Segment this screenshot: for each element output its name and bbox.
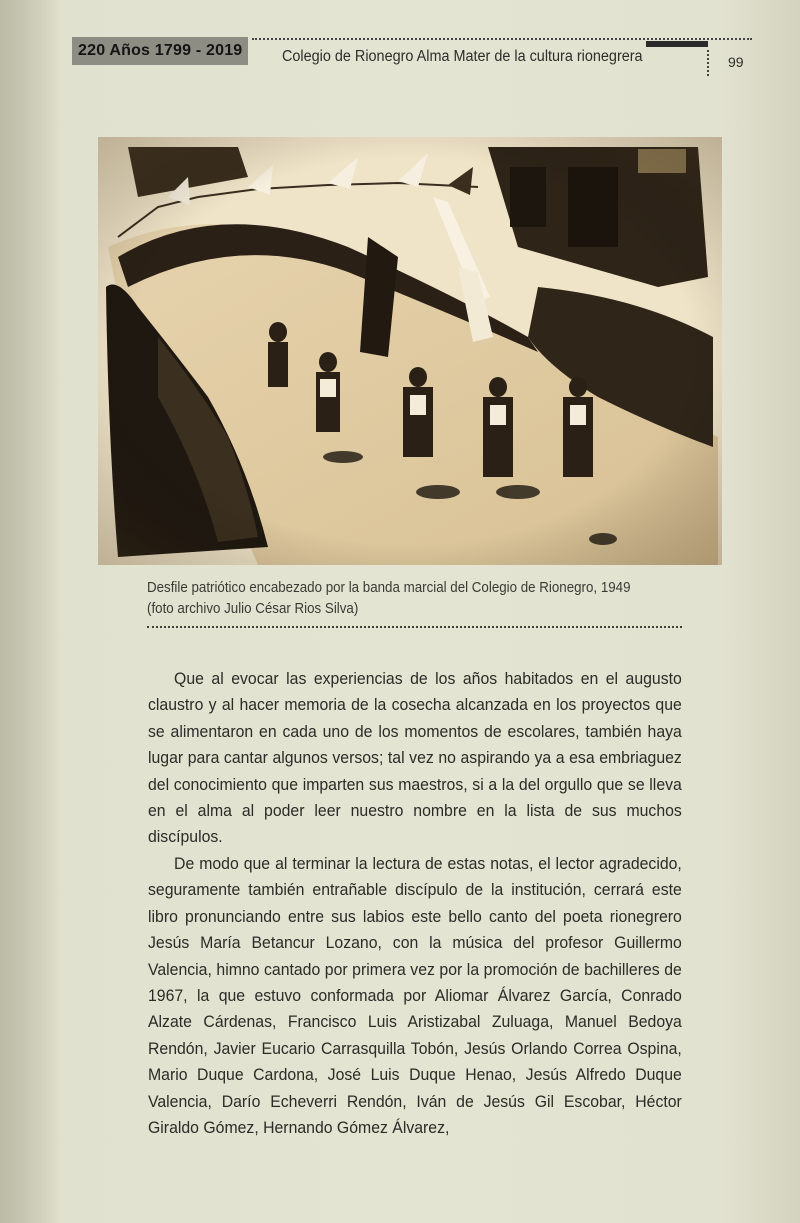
header-title: Colegio de Rionegro Alma Mater de la cultura rionegrera xyxy=(282,48,643,65)
caption-line-2: (foto archivo Julio César Rios Silva) xyxy=(147,601,359,617)
caption-line-1: Desfile patriótico encabezado por la banda marcial del Colegio de Rionegro, 1949 xyxy=(147,580,631,596)
body-paragraph-1: Que al evocar las experiencias de los años habitados en el augusto claustro y al hacer memoria de la cosecha alcanzada en los proyectos que se alimentaron en cada uno de los momentos de escolares, también haya lugar para cantar algunos versos; tal vez no aspirando ya a esa embriaguez del conocimiento que imparten sus maestros, si a la del orgullo que se lleva en el alma al poder leer nuestro nombre en la lista de sus muchos discípulos. xyxy=(148,669,682,847)
header-badge: 220 Años 1799 - 2019 xyxy=(72,37,248,65)
header-dotted-rule xyxy=(252,38,752,40)
caption-dotted-rule xyxy=(147,626,682,628)
header-black-bar xyxy=(646,41,708,47)
page-number: 99 xyxy=(728,54,744,70)
parade-photo xyxy=(98,137,722,565)
body-paragraph-2: De modo que al terminar la lectura de estas notas, el lector agradecido, seguramente también entrañable discípulo de la institución, cerrará este libro pronunciando entre sus labios este bello canto del poeta rionegrero Jesús María Betancur Lozano, con la música del profesor Guillermo Valencia, himno cantado por primera vez por la promoción de bachilleres de 1967, la que estuvo conformada por Aliomar Álvarez García, Conrado Alzate Cárdenas, Francisco Luis Aristizabal Zuluaga, Manuel Bedoya Rendón, Javier Eucario Carrasquilla Tobón, Jesús Orlando Correa Ospina, Mario Duque Cardona, José Luis Duque Henao, Jesús Alfredo Duque Valencia, Darío Echeverri Rendón, Iván de Jesús Gil Escobar, Héctor Giraldo Gómez, Hernando Gómez Álvarez, xyxy=(148,854,682,1138)
header-vertical-divider xyxy=(707,50,709,76)
photo-caption xyxy=(147,578,644,620)
